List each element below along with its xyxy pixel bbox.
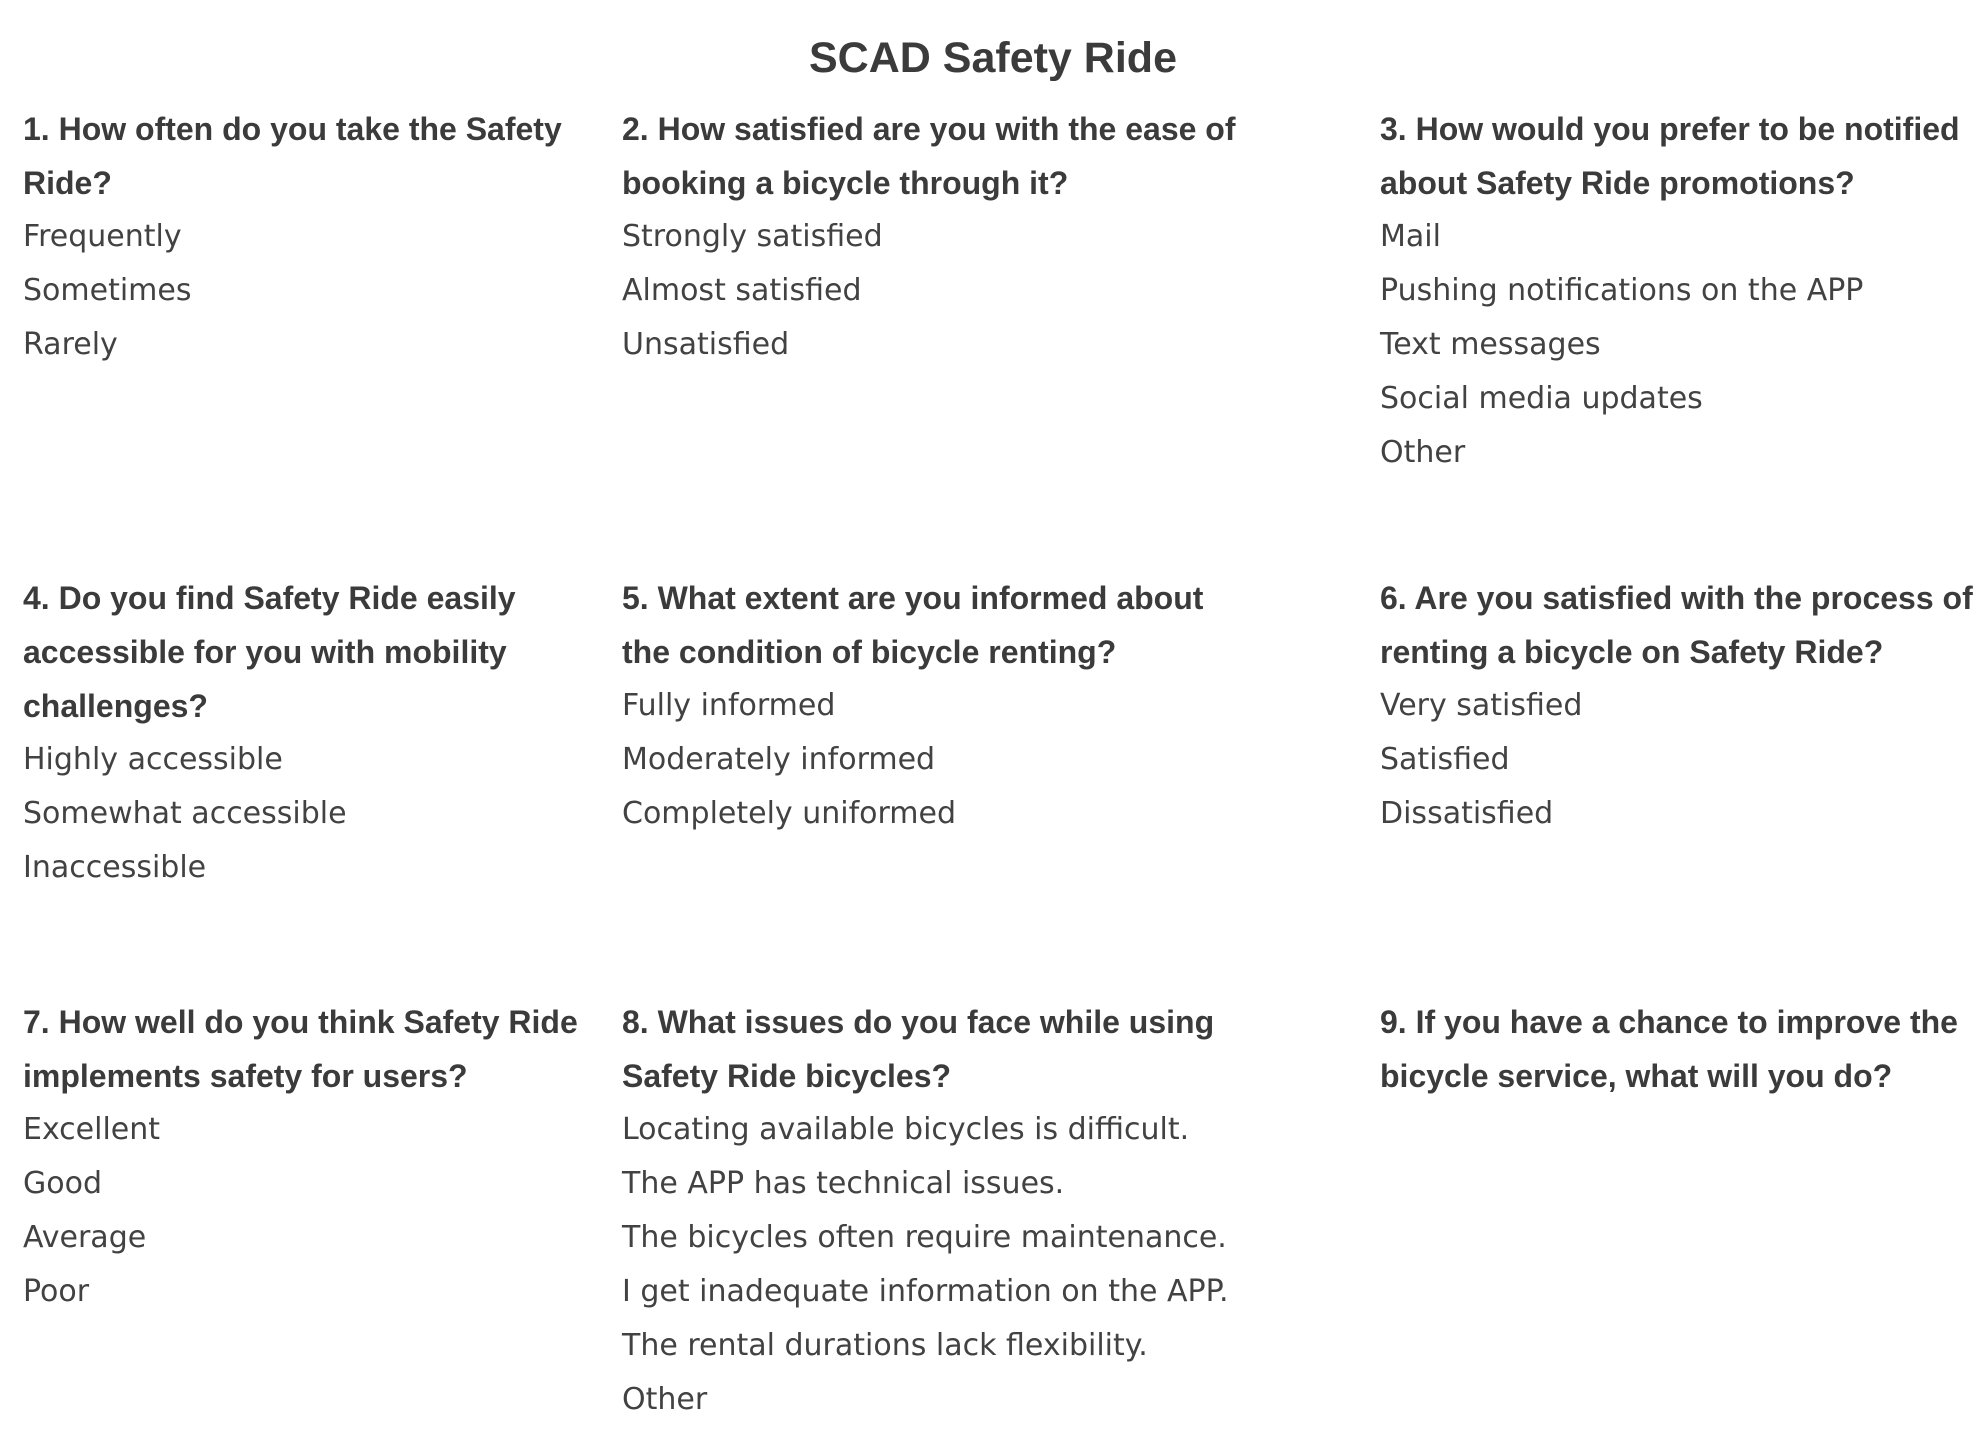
question-text: 8. What issues do you face while using Safety Ride bicycles? [622,1004,1215,1094]
option-list [23,210,583,372]
option[interactable]: Frequently [23,219,182,254]
option[interactable]: Locating available bicycles is difficult. [622,1112,1190,1147]
question-9 [1380,995,1980,1103]
option[interactable]: Sometimes [23,273,192,308]
option-list [23,1103,583,1319]
option[interactable]: Highly accessible [23,742,283,777]
option[interactable]: Poor [23,1274,90,1309]
option[interactable]: Mail [1380,219,1441,254]
option-list [622,1103,1242,1427]
question-text: 4. Do you find Safety Ride easily accessible for you with mobility challenges? [23,580,516,724]
question-2 [622,102,1242,372]
option[interactable]: The APP has technical issues. [622,1166,1065,1201]
option[interactable]: Completely uniformed [622,796,957,831]
option[interactable]: Pushing notifications on the APP [1380,273,1864,308]
option[interactable]: Strongly satisfied [622,219,883,254]
question-4 [23,571,583,895]
question-6 [1380,571,1980,841]
option[interactable]: Dissatisfied [1380,796,1554,831]
option[interactable]: The bicycles often require maintenance. [622,1220,1227,1255]
option[interactable]: Very satisfied [1380,688,1583,723]
option[interactable]: Rarely [23,327,118,362]
option[interactable]: Moderately informed [622,742,936,777]
question-5 [622,571,1242,841]
option[interactable]: Other [622,1382,708,1417]
option[interactable]: Other [1380,435,1466,470]
option-list [1380,679,1980,841]
option-list [23,733,583,895]
question-text: 5. What extent are you informed about the condition of bicycle renting? [622,580,1204,670]
question-text: 6. Are you satisfied with the process of renting a bicycle on Safety Ride? [1380,580,1973,670]
option[interactable]: Almost satisfied [622,273,862,308]
option[interactable]: Text messages [1380,327,1601,362]
option[interactable]: Satisfied [1380,742,1510,777]
question-1 [23,102,583,372]
option[interactable]: I get inadequate information on the APP. [622,1274,1229,1309]
option[interactable]: Average [23,1220,147,1255]
question-3 [1380,102,1980,480]
option-list [622,679,1242,841]
question-text: 7. How well do you think Safety Ride implements safety for users? [23,1004,578,1094]
option[interactable]: Inaccessible [23,850,207,885]
page-title: SCAD Safety Ride [809,34,1177,82]
option[interactable]: Social media updates [1380,381,1703,416]
question-text: 9. If you have a chance to improve the bicycle service, what will you do? [1380,1004,1958,1094]
option-list [1380,210,1980,480]
question-text: 2. How satisfied are you with the ease of booking a bicycle through it? [622,111,1236,201]
question-7 [23,995,583,1319]
option[interactable]: Fully informed [622,688,836,723]
question-text: 1. How often do you take the Safety Ride? [23,111,562,201]
option[interactable]: Excellent [23,1112,161,1147]
question-text: 3. How would you prefer to be notified about Safety Ride promotions? [1380,111,1960,201]
option[interactable]: Somewhat accessible [23,796,347,831]
option[interactable]: Good [23,1166,102,1201]
option[interactable]: The rental durations lack flexibility. [622,1328,1148,1363]
option-list [622,210,1242,372]
option[interactable]: Unsatisfied [622,327,790,362]
question-8 [622,995,1242,1427]
